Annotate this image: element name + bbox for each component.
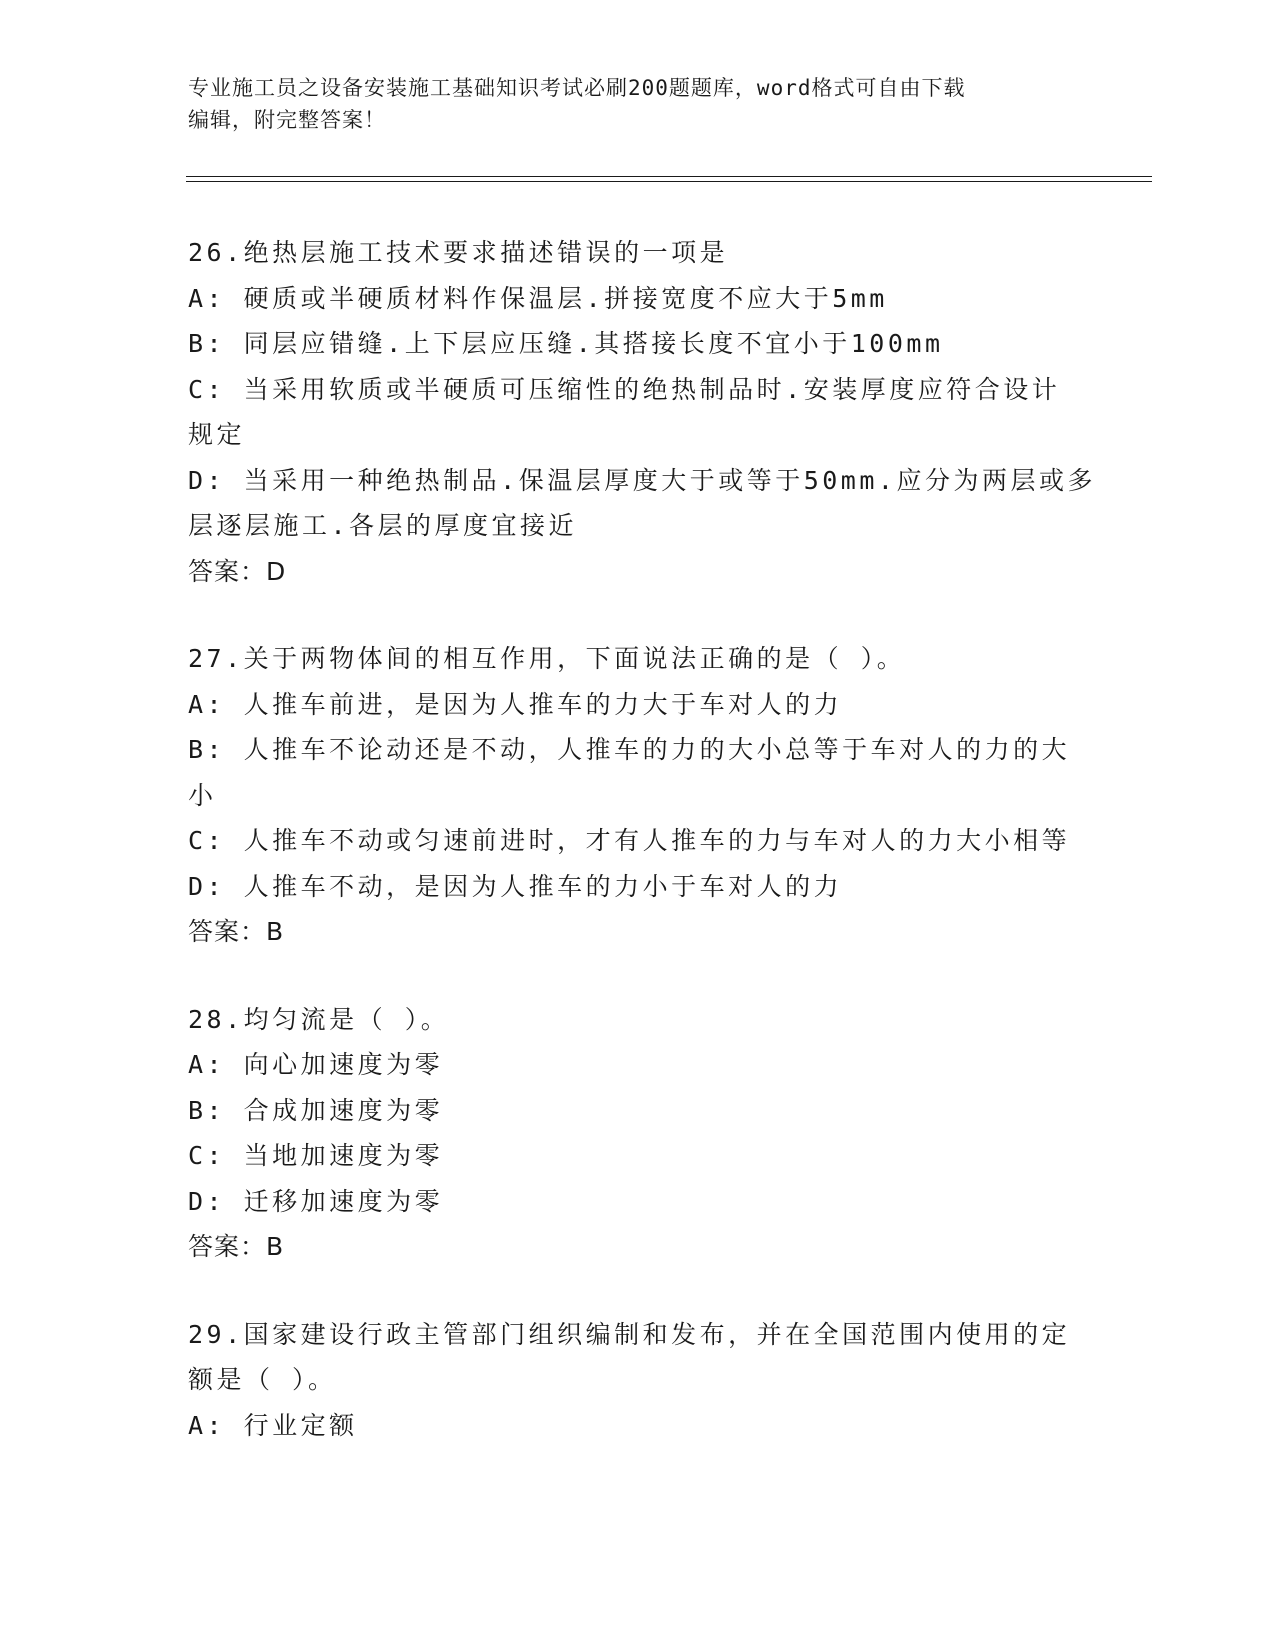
option-c-continued: 规定 [188, 420, 246, 449]
option-a: A: 向心加速度为零 [188, 1050, 444, 1079]
option-c: C: 当地加速度为零 [188, 1141, 444, 1170]
option-c: C: 当采用软质或半硬质可压缩性的绝热制品时.安装厚度应符合设计 [188, 374, 1061, 404]
header-divider-bottom [186, 181, 1152, 182]
header-divider-top [186, 176, 1152, 177]
option-d: D: 当采用一种绝热制品.保温层厚度大于或等于50mm.应分为两层或多 [188, 465, 1096, 495]
question-27 [188, 636, 1108, 955]
question-stem-continued: 额是（ ）。 [188, 1365, 337, 1394]
question-list [188, 230, 1108, 1490]
question-stem: 28.均匀流是（ ）。 [188, 1004, 450, 1034]
document-header [188, 72, 1088, 136]
question-stem: 29.国家建设行政主管部门组织编制和发布，并在全国范围内使用的定 [188, 1319, 1071, 1349]
question-28 [188, 997, 1108, 1270]
option-c: C: 人推车不动或匀速前进时，才有人推车的力与车对人的力大小相等 [188, 826, 1071, 855]
question-29 [188, 1312, 1108, 1449]
header-line-2: 编辑，附完整答案！ [188, 108, 386, 132]
option-b-continued: 小 [188, 780, 217, 810]
option-a: A: 行业定额 [188, 1410, 358, 1440]
option-d: D: 人推车不动，是因为人推车的力小于车对人的力 [188, 871, 843, 901]
option-b: B: 合成加速度为零 [188, 1095, 444, 1125]
answer: 答案：B [188, 1232, 285, 1261]
header-line-1: 专业施工员之设备安装施工基础知识考试必刷200题题库，word格式可自由下载 [188, 76, 966, 100]
option-d-continued: 层逐层施工.各层的厚度宜接近 [188, 511, 578, 540]
question-stem: 26.绝热层施工技术要求描述错误的一项是 [188, 238, 729, 267]
option-b: B: 人推车不论动还是不动，人推车的力的大小总等于车对人的力的大 [188, 735, 1071, 764]
option-a: A: 人推车前进，是因为人推车的力大于车对人的力 [188, 689, 843, 719]
question-26 [188, 230, 1108, 594]
option-b: B: 同层应错缝.上下层应压缝.其搭接长度不宜小于100mm [188, 329, 944, 358]
answer: 答案：B [188, 917, 285, 946]
option-a: A: 硬质或半硬质材料作保温层.拼接宽度不应大于5mm [188, 283, 888, 313]
question-stem: 27.关于两物体间的相互作用，下面说法正确的是（ ）。 [188, 644, 906, 673]
option-d: D: 迁移加速度为零 [188, 1186, 444, 1216]
answer: 答案：D [188, 556, 287, 586]
